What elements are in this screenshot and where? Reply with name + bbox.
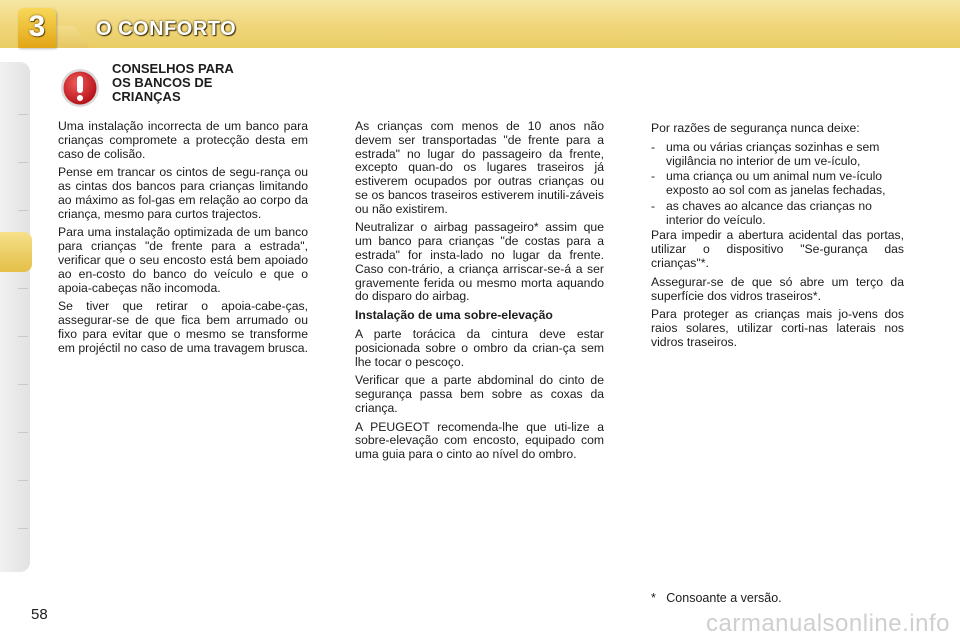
text-column-right xyxy=(651,122,904,355)
rail-divider xyxy=(18,336,28,337)
rail-divider xyxy=(18,114,28,115)
section-title-line: CONSELHOS PARA xyxy=(112,61,234,76)
watermark: carmanualsonline.info xyxy=(706,610,950,637)
rail-divider xyxy=(18,210,28,211)
chapter-number: 3 xyxy=(28,10,46,43)
paragraph: Se tiver que retirar o apoia-cabe-ças, assegurar-se de que fica bem arrumado ou fixo para evitar que o mesmo se transforme em projéctil no caso de uma travagem brusca. xyxy=(58,299,308,355)
paragraph: Verificar que a parte abdominal do cinto de segurança passa bem sobre as coxas da criança. xyxy=(355,373,604,415)
active-chapter-tab[interactable] xyxy=(0,232,32,272)
page-number: 58 xyxy=(31,606,48,623)
rail-divider xyxy=(18,288,28,289)
footnote: * Consoante a versão. xyxy=(651,591,782,605)
section-title-line: CRIANÇAS xyxy=(112,89,181,105)
paragraph: A PEUGEOT recomenda-lhe que uti-lize a sobre-elevação com encosto, equipado com uma guia para o cinto ao nível do ombro. xyxy=(355,419,604,462)
text-column-middle xyxy=(355,120,604,467)
rail-divider xyxy=(18,480,28,481)
paragraph: Para uma instalação optimizada de um banco para crianças "de frente para a estrada", verificar que o seu encosto está bem apoiado ao en-costo do banco do veículo e que o apoia-cabeças não incomoda. xyxy=(58,225,308,295)
paragraph: Uma instalação incorrecta de um banco para crianças compromete a protecção desta em caso de colisão. xyxy=(58,119,308,161)
paragraph: Neutralizar o airbag passageiro* assim que um banco para crianças "de costas para a estrada" for insta-lado no lugar da frente. Caso con-trário, a criança arriscar-se-á a ser gravemente ferida ou mesmo morta aquando do disparo do airbag. xyxy=(355,220,604,304)
list-item: - uma criança ou um animal num ve-ículo exposto ao sol com as janelas fechadas, xyxy=(651,170,904,198)
section-title xyxy=(112,62,312,104)
paragraph: As crianças com menos de 10 anos não devem ser transportadas "de frente para a estrada" no lugar do passageiro da frente, excepto quan-do os lugares traseiros já estiverem ocupados por outras crianças ou se os bancos traseiros estiverem inutili-záveis ou não existirem. xyxy=(355,119,604,216)
list-item: - as chaves ao alcance das crianças no interior do veículo. xyxy=(651,200,904,228)
chapter-badge xyxy=(18,8,56,48)
rail-divider xyxy=(18,162,28,163)
intro-line: Por razões de segurança nunca deixe: xyxy=(651,121,860,135)
rail-divider xyxy=(18,528,28,529)
paragraph: Pense em trancar os cintos de segu-rança ou as cintas dos bancos para crianças limitando ao máximo as fol-gas em relação ao corpo da criança, mesmo para curtos trajectos. xyxy=(58,165,308,221)
paragraph: Para proteger as crianças mais jo-vens dos raios solares, utilizar corti-nas laterais nos vidros traseiros. xyxy=(651,307,904,349)
side-navigation-rail xyxy=(0,62,30,572)
text-column-left xyxy=(58,120,308,361)
paragraph: Para impedir a abertura acidental das portas, utilizar o dispositivo "Se-gurança das crianças"*. xyxy=(651,228,904,271)
list-item: - uma ou várias crianças sozinhas e sem vigilância no interior de um ve-ículo, xyxy=(651,141,904,169)
rail-divider xyxy=(18,384,28,385)
rail-divider xyxy=(18,432,28,433)
paragraph: A parte torácica da cintura deve estar posicionada sobre o ombro da crian-ça sem lhe tocar o pescoço. xyxy=(355,326,604,369)
chapter-title: O CONFORTO xyxy=(96,18,237,40)
exclamation-warning-icon xyxy=(60,68,100,108)
paragraph: Assegurar-se de que só abre um terço da superfície dos vidros traseiros*. xyxy=(651,274,904,303)
section-title-line: OS BANCOS DE xyxy=(112,75,213,91)
dash-list xyxy=(651,141,904,228)
subheading: Instalação de uma sobre-elevação xyxy=(355,308,553,323)
